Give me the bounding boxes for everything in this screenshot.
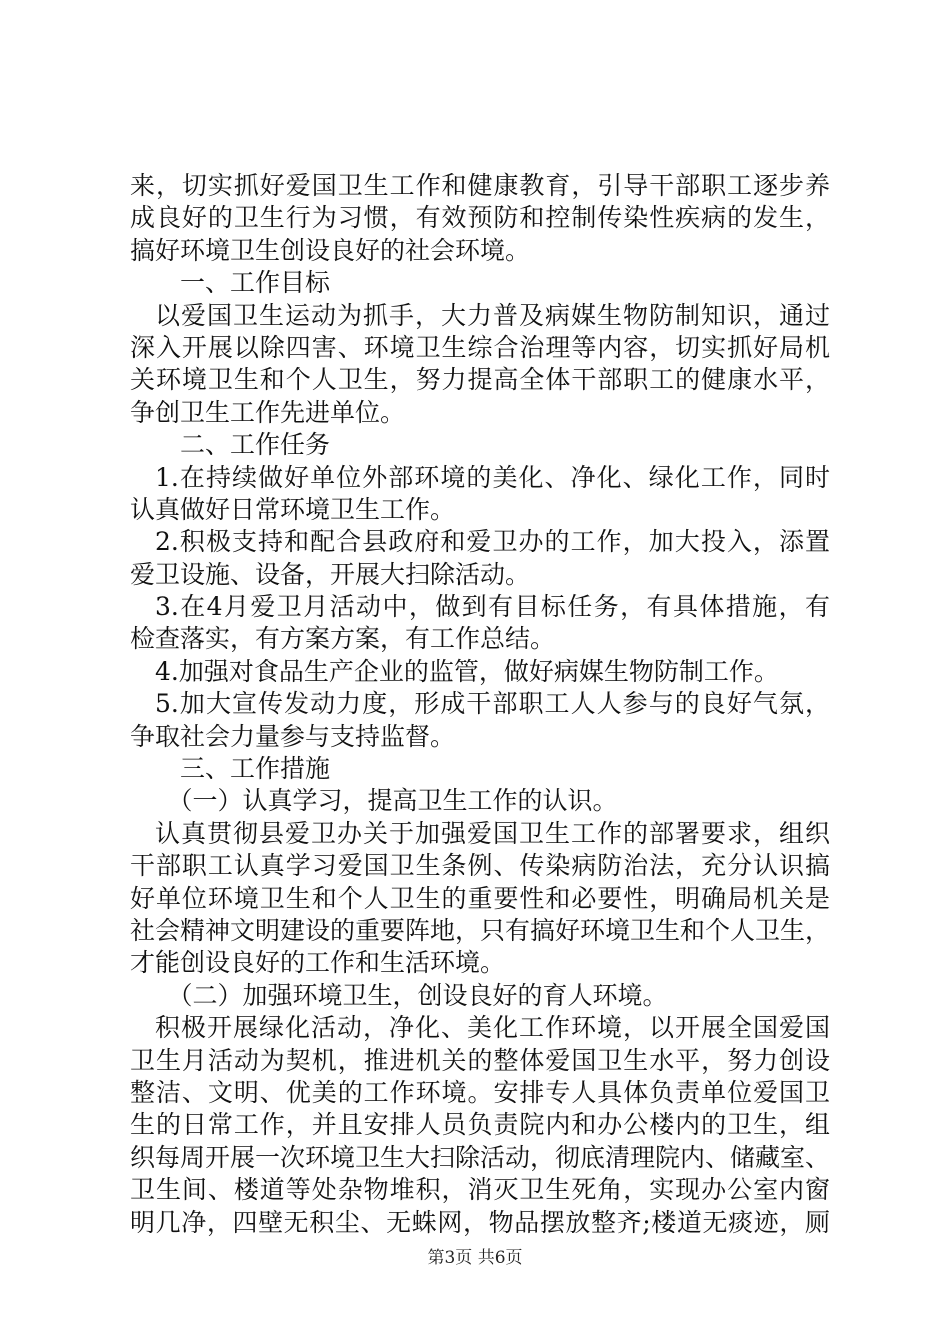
text-line: 1.在持续做好单位外部环境的美化、净化、绿化工作，同时 [155, 462, 830, 492]
text-line: 关环境卫生和个人卫生，努力提高全体干部职工的健康水平， [130, 365, 830, 395]
text-line: 争创卫生工作先进单位。 [130, 397, 406, 427]
text-line: 卫生月活动为契机，推进机关的整体爱国卫生水平，努力创设 [130, 1045, 830, 1075]
text-line: 社会精神文明建设的重要阵地，只有搞好环境卫生和个人卫生， [130, 915, 830, 945]
text-line: 深入开展以除四害、环境卫生综合治理等内容，切实抓好局机 [130, 332, 830, 362]
text-line: 积极开展绿化活动，净化、美化工作环境，以开展全国爱国 [155, 1013, 830, 1043]
text-line: 二、工作任务 [180, 430, 331, 460]
text-line: 搞好环境卫生创设良好的社会环境。 [130, 235, 531, 265]
text-line: 三、工作措施 [180, 754, 331, 784]
text-line: 认真贯彻县爱卫办关于加强爱国卫生工作的部署要求，组织 [155, 818, 830, 848]
text-line: 整洁、文明、优美的工作环境。安排专人具体负责单位爱国卫 [130, 1077, 830, 1107]
text-line: 认真做好日常环境卫生工作。 [130, 494, 456, 524]
text-line: 好单位环境卫生和个人卫生的重要性和必要性，明确局机关是 [130, 883, 830, 913]
document-body [130, 170, 830, 1239]
text-line: 以爱国卫生运动为抓手，大力普及病媒生物防制知识，通过 [155, 300, 830, 330]
text-line: 4.加强对食品生产企业的监管，做好病媒生物防制工作。 [155, 656, 779, 686]
text-line: （二）加强环境卫生，创设良好的育人环境。 [167, 980, 668, 1010]
text-line: 2.积极支持和配合县政府和爱卫办的工作，加大投入，添置 [155, 527, 830, 557]
text-line: 争取社会力量参与支持监督。 [130, 721, 456, 751]
text-line: 成良好的卫生行为习惯，有效预防和控制传染性疾病的发生， [130, 203, 830, 233]
text-line: 明几净，四壁无积尘、无蛛网，物品摆放整齐;楼道无痰迹，厕 [130, 1207, 830, 1237]
text-line: 才能创设良好的工作和生活环境。 [130, 948, 506, 978]
page-footer: 第3页 共6页 [427, 1248, 523, 1268]
text-line: 织每周开展一次环境卫生大扫除活动，彻底清理院内、储藏室、 [130, 1142, 830, 1172]
text-line: 来，切实抓好爱国卫生工作和健康教育，引导干部职工逐步养 [130, 171, 830, 200]
text-line: 检查落实，有方案方案，有工作总结。 [130, 624, 556, 654]
text-line: （一）认真学习，提高卫生工作的认识。 [167, 786, 618, 816]
text-line: 爱卫设施、设备，开展大扫除活动。 [130, 559, 531, 589]
text-line: 3.在4月爱卫月活动中，做到有目标任务，有具体措施，有 [155, 592, 830, 622]
text-line: 干部职工认真学习爱国卫生条例、传染病防治法，充分认识搞 [130, 851, 830, 881]
text-line: 卫生间、楼道等处杂物堆积，消灭卫生死角，实现办公室内窗 [130, 1175, 830, 1205]
text-line: 生的日常工作，并且安排人员负责院内和办公楼内的卫生，组 [130, 1110, 830, 1140]
text-line: 一、工作目标 [180, 268, 331, 298]
text-line: 5.加大宣传发动力度，形成干部职工人人参与的良好气氛， [155, 689, 830, 719]
